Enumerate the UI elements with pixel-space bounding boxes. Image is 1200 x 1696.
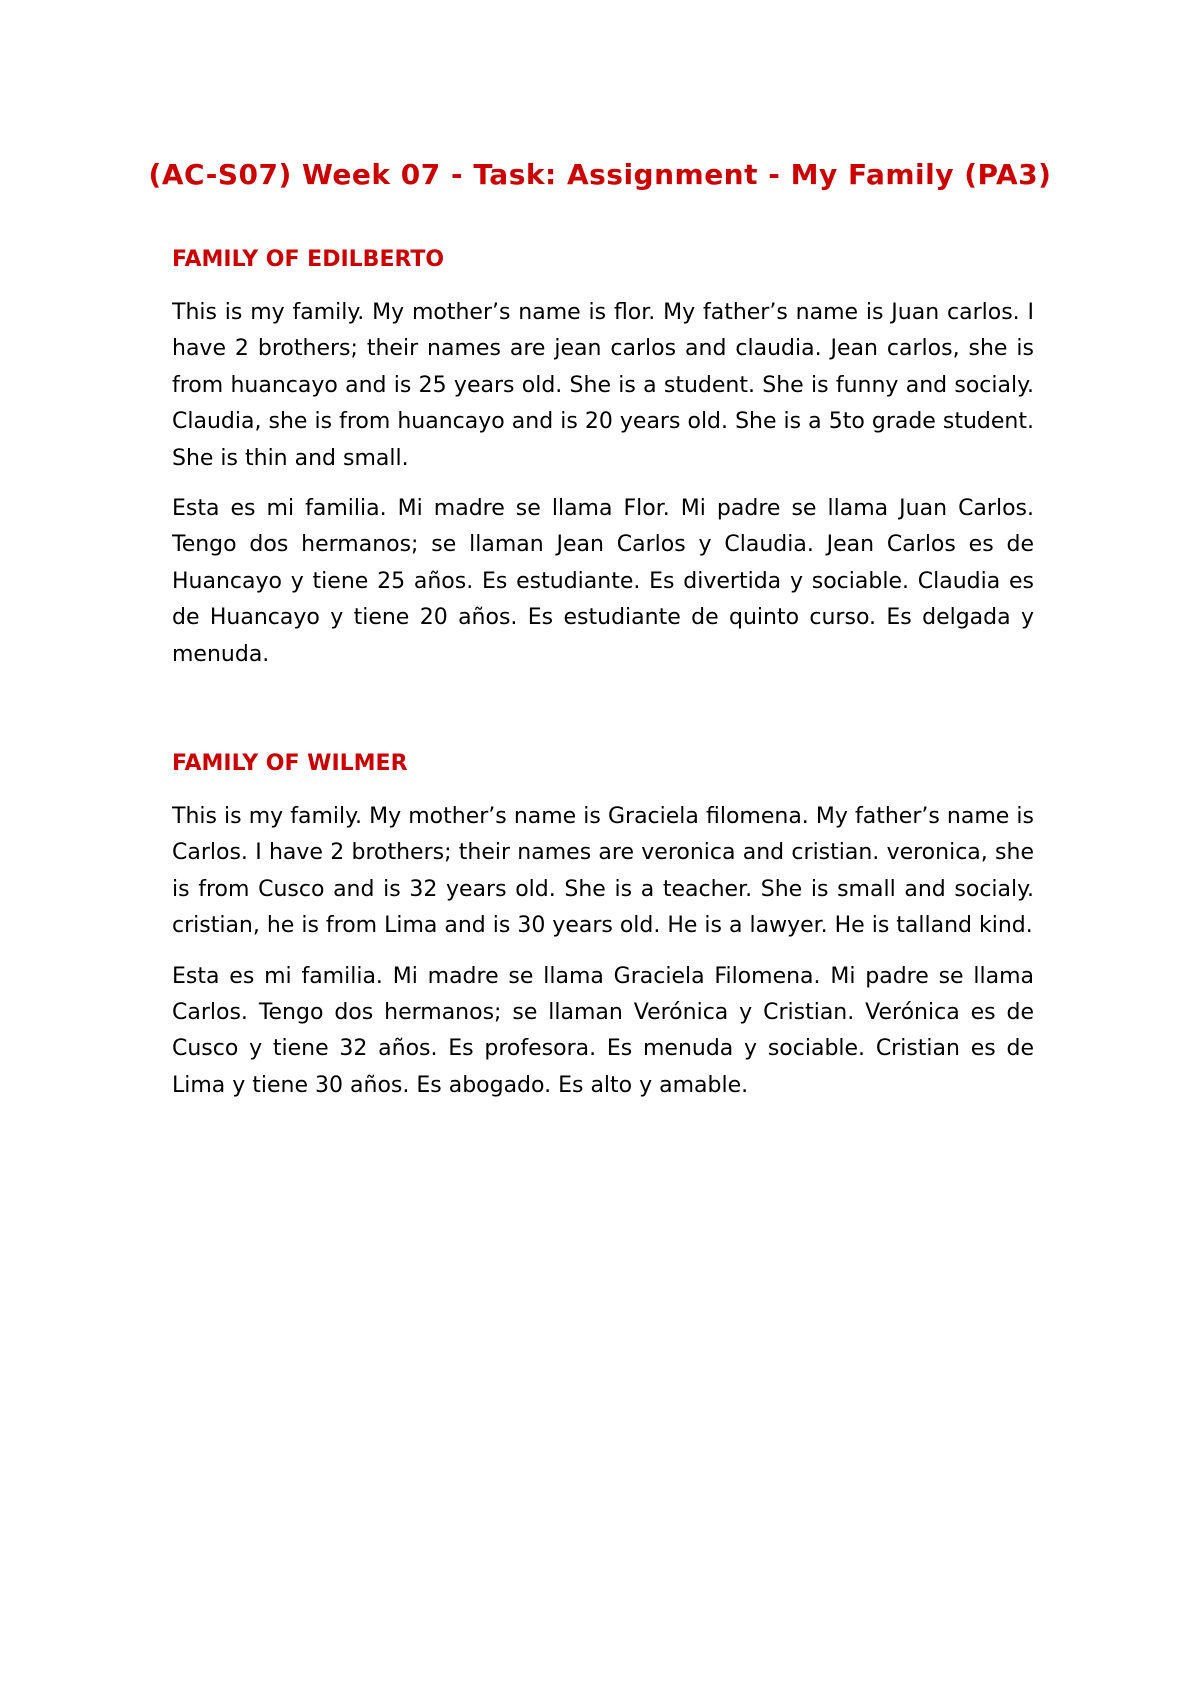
document-title: (AC-S07) Week 07 - Task: Assignment - My Family (PA3) bbox=[148, 158, 1052, 191]
english-paragraph: This is my family. My mother’s name is Graciela filomena. My father’s name is Carlos. I have 2 brothers; their names are veronica and cristian. veronica, she is from Cusco and is 32 years old. She is a teacher. She is small and socialy. cristian, he is from Lima and is 30 years old. He is a lawyer. He is talland kind. bbox=[172, 804, 1034, 939]
section-family-of-edilberto bbox=[172, 245, 1034, 687]
section-family-of-wilmer bbox=[172, 749, 1034, 1118]
spanish-paragraph: Esta es mi familia. Mi madre se llama Flor. Mi padre se llama Juan Carlos. Tengo dos hermanos; se llaman Jean Carlos y Claudia. Jean Carlos es de Huancayo y tiene 25 años. Es estudiante. Es divertida y sociable. Claudia es de Huancayo y tiene 20 años. Es estudiante de quinto curso. Es delgada y menuda. bbox=[172, 496, 1034, 667]
spanish-paragraph: Esta es mi familia. Mi madre se llama Graciela Filomena. Mi padre se llama Carlos. Tengo dos hermanos; se llaman Verónica y Cristian. Verónica es de Cusco y tiene 32 años. Es profesora. Es menuda y sociable. Cristian es de Lima y tiene 30 años. Es abogado. Es alto y amable. bbox=[172, 963, 1034, 1098]
section-heading: FAMILY OF WILMER bbox=[172, 751, 408, 776]
section-heading: FAMILY OF EDILBERTO bbox=[172, 247, 445, 272]
english-paragraph: This is my family. My mother’s name is flor. My father’s name is Juan carlos. I have 2 brothers; their names are jean carlos and claudia. Jean carlos, she is from huancayo and is 25 years old. She is a student. She is funny and socialy. Claudia, she is from huancayo and is 20 years old. She is a 5to grade student. She is thin and small. bbox=[172, 300, 1034, 471]
